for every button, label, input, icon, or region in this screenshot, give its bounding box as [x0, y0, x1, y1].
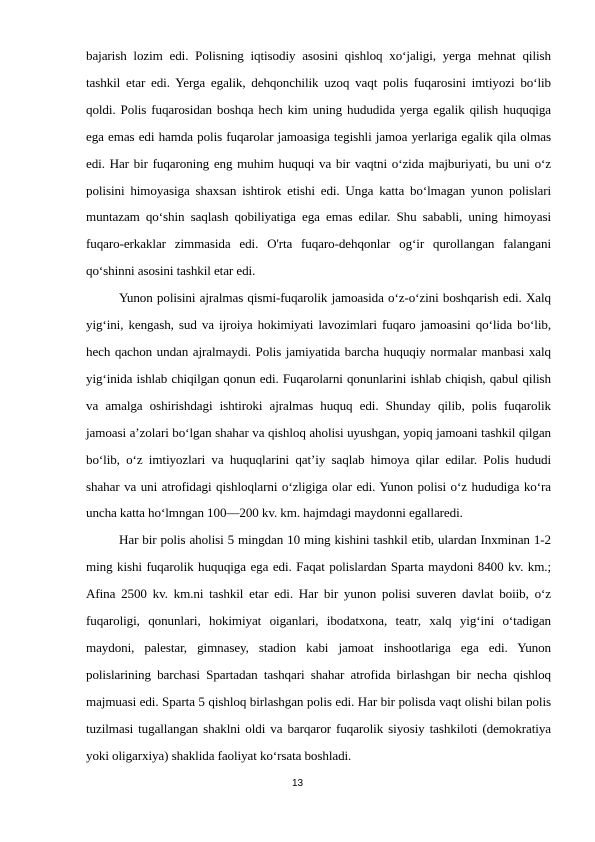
paragraph-polis-economy: bajarish lozim edi. Polisning iqtisodiy asosini qishloq xo‘jaligi, yerga mehnat qilish tashkil etar edi. Yerga egalik, dehqonchilik uzoq vaqt polis fuqarosini imtiyozi bo‘lib qoldi. Polis fuqarosidan boshqa hech kim uning hududida yerga egalik qilish huquqiga ega emas edi hamda polis fuqarolar jamoasiga tegishli jamoa yerlariga egalik qila olmas edi. Har bir fuqaroning eng muhim huquqi va bir vaqtni o‘zida majburiyati, bu uni o‘z polisini himoyasiga shaxsan ishtirok etishi edi. Unga katta bo‘lmagan yunon polislari muntazam qo‘shin saqlash qobiliyatiga ega emas edilar. Shu sababli, uning himoyasi fuqaro-erkaklar zimmasida edi. O'rta fuqaro-dehqonlar og‘ir qurollangan falangani qo‘shinni asosini tashkil etar edi. — [86, 48, 551, 279]
document-body — [86, 43, 551, 769]
paragraph-self-government: Yunon polisini ajralmas qismi-fuqarolik jamoasida o‘z-o‘zini boshqarish edi. Xalq yig‘ini, kengash, sud va ijroiya hokimiyati lavozimlari fuqaro jamoasini qo‘lida bo‘lib, hech qachon undan ajralmaydi. Polis jamiyatida barcha huquqiy normalar manbasi xalq yig‘inida ishlab chiqilgan qonun edi. Fuqarolarni qonunlarini ishlab chiqish, qabul qilish va amalga oshirishdagi ishtiroki ajralmas huquq edi. Shunday qilib, polis fuqarolik jamoasi a’zolari bo‘lgan shahar va qishloq aholisi uyushgan, yopiq jamoani tashkil qilgan bo‘lib, o‘z imtiyozlari va huquqlarini qat’iy saqlab himoya qilar edilar. Polis hududi shahar va uni atrofidagi qishloqlarni o‘zligiga olar edi. Yunon polisi o‘z hududiga ko‘ra uncha katta ho‘lmngan 100—200 kv. km. hajmdagi maydonni egallaredi. — [86, 290, 551, 521]
page-number: 13 — [291, 778, 304, 789]
paragraph-polis-population: Har bir polis aholisi 5 mingdan 10 ming kishini tashkil etib, ulardan Inxminan 1-2 ming kishi fuqarolik huquqiga ega edi. Faqat polislardan Sparta maydoni 8400 kv. km.; Afina 2500 kv. km.ni tashkil etar edi. Har bir yunon polisi suveren davlat boiib, o‘z fuqaroligi, qonunlari, hokimiyat oiganlari, ibodatxona, teatr, xalq yig‘ini o‘tadigan maydoni, palestar, gimnasey, stadion kabi jamoat inshootlariga ega edi. Yunon polislarining barchasi Spartadan tashqari shahar atrofida birlashgan bir necha qishloq majmuasi edi. Sparta 5 qishloq birlashgan polis edi. Har bir polisda vaqt olishi bilan polis tuzilmasi tugallangan shaklni oldi va barqaror fuqarolik siyosiy tashkiloti (demokratiya yoki oligarxiya) shaklida faoliyat ko‘rsata boshladi. — [86, 532, 551, 763]
